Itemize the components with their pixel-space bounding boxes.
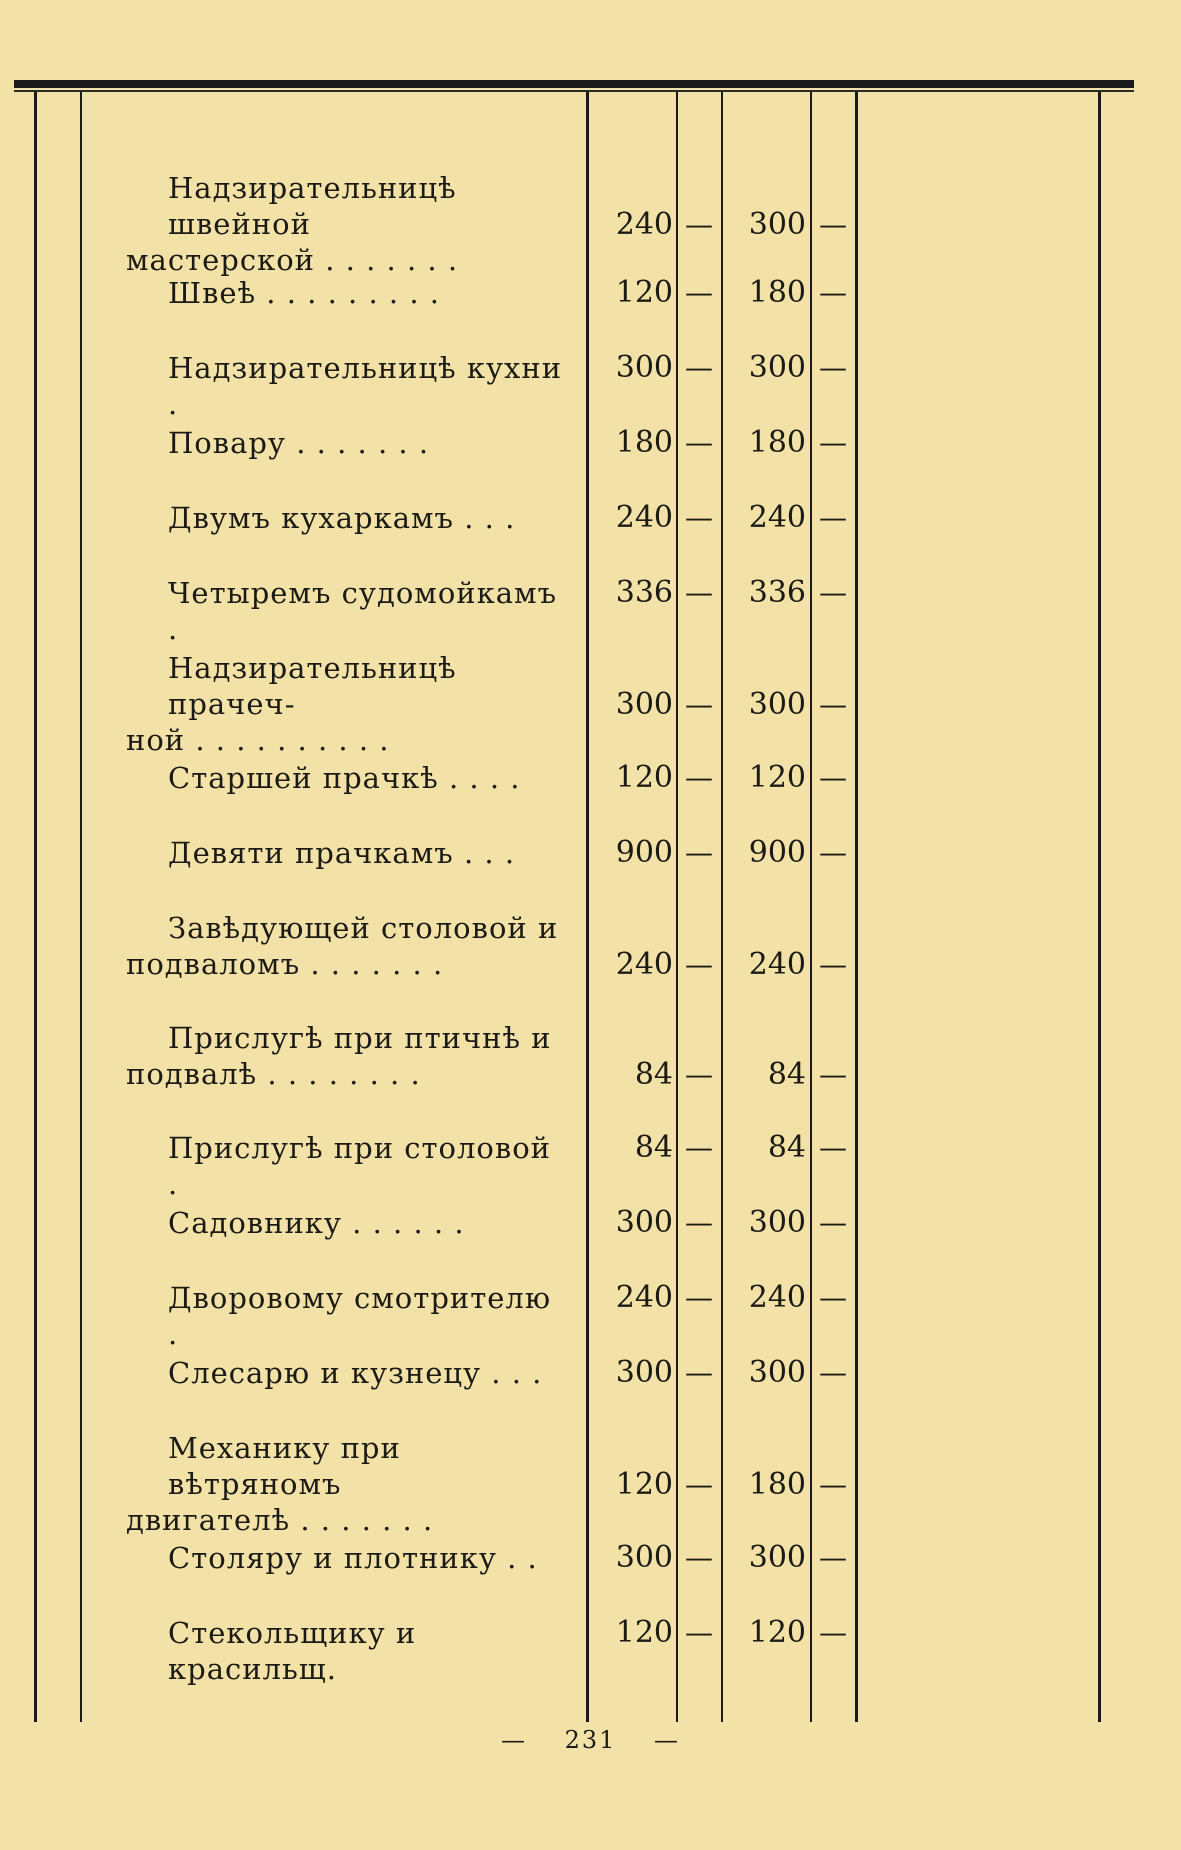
row-value-2: 300 (748, 1540, 806, 1575)
row-dash-1: — (685, 1281, 713, 1314)
row-label (126, 760, 566, 796)
row-value-2: 84 (767, 1057, 806, 1092)
row-value-2: 300 (748, 1205, 806, 1240)
row-dash-1: — (685, 576, 713, 609)
row-dash-2: — (819, 576, 847, 609)
row-label-line2: двигателѣ . . . . . . . (126, 1503, 434, 1537)
row-label-line1: Надзирательницѣ кухни . (168, 351, 563, 421)
row-value-2: 240 (748, 500, 806, 535)
row-label (126, 1020, 566, 1092)
row-label-line1: Слесарю и кузнецу . . . (168, 1356, 543, 1390)
top-rule (14, 80, 1134, 88)
row-dash-2: — (819, 426, 847, 459)
row-value-2: 240 (748, 1280, 806, 1315)
row-dash-1: — (685, 1468, 713, 1501)
row-label (126, 350, 566, 422)
row-dash-2: — (819, 1468, 847, 1501)
row-label (126, 1355, 566, 1391)
row-dash-1: — (685, 208, 713, 241)
row-label-line1: Надзирательницѣ прачеч- (168, 651, 457, 721)
row-dash-1: — (685, 351, 713, 384)
row-dash-2: — (819, 1131, 847, 1164)
row-label-line1: Девяти прачкамъ . . . (168, 836, 516, 870)
row-label (126, 1540, 566, 1576)
row-label (126, 500, 566, 536)
page-footer (0, 1726, 1181, 1754)
row-label-line1: Повару . . . . . . . (168, 426, 430, 460)
row-dash-1: — (685, 1131, 713, 1164)
row-dash-2: — (819, 836, 847, 869)
row-value-2: 300 (748, 207, 806, 242)
row-dash-2: — (819, 276, 847, 309)
row-value-1: 300 (615, 1355, 673, 1390)
row-label (126, 275, 566, 311)
footer-dash-right: — (654, 1726, 681, 1754)
row-label-line1: Швеѣ . . . . . . . . . (168, 276, 440, 310)
row-value-2: 240 (748, 947, 806, 982)
row-label-line1: Столяру и плотнику . . (168, 1541, 538, 1575)
row-dash-2: — (819, 1356, 847, 1389)
row-label-line1: Старшей прачкѣ . . . . (168, 761, 521, 795)
column-divider-5 (855, 92, 858, 1722)
row-value-1: 120 (615, 760, 673, 795)
row-label-line1: Четыремъ судомойкамъ . (168, 576, 558, 646)
row-label (126, 1615, 566, 1687)
row-value-2: 120 (748, 1615, 806, 1650)
row-value-1: 240 (615, 947, 673, 982)
row-dash-1: — (685, 426, 713, 459)
row-dash-1: — (685, 1541, 713, 1574)
row-label (126, 1130, 566, 1202)
row-label-line2: подваломъ . . . . . . . (126, 947, 444, 981)
row-label-line1: Садовнику . . . . . . (168, 1206, 465, 1240)
row-dash-1: — (685, 276, 713, 309)
row-value-2: 84 (767, 1130, 806, 1165)
row-label (126, 575, 566, 647)
row-value-2: 900 (748, 835, 806, 870)
row-value-2: 180 (748, 275, 806, 310)
row-label-line1: Двумъ кухаркамъ . . . (168, 501, 516, 535)
row-value-1: 240 (615, 207, 673, 242)
row-label (126, 835, 566, 871)
row-dash-1: — (685, 1206, 713, 1239)
row-dash-1: — (685, 501, 713, 534)
row-dash-1: — (685, 836, 713, 869)
row-label-line1: Прислугѣ при птичнѣ и (168, 1021, 552, 1055)
row-dash-1: — (685, 1356, 713, 1389)
row-dash-2: — (819, 1206, 847, 1239)
row-dash-2: — (819, 1058, 847, 1091)
row-value-2: 120 (748, 760, 806, 795)
row-value-1: 120 (615, 1615, 673, 1650)
row-value-1: 900 (615, 835, 673, 870)
row-label (126, 650, 566, 758)
row-value-2: 300 (748, 1355, 806, 1390)
top-rule-thin (14, 90, 1134, 92)
row-label (126, 910, 566, 982)
row-dash-2: — (819, 1541, 847, 1574)
row-dash-1: — (685, 688, 713, 721)
row-dash-1: — (685, 948, 713, 981)
footer-dash-left: — (500, 1726, 527, 1754)
page-number: 231 (564, 1726, 617, 1754)
row-label-line2: подвалѣ . . . . . . . . (126, 1057, 421, 1091)
row-label-line1: Стекольщику и красильщ. (168, 1616, 417, 1686)
row-value-1: 240 (615, 1280, 673, 1315)
row-value-1: 300 (615, 350, 673, 385)
row-value-1: 120 (615, 1467, 673, 1502)
right-border (1098, 92, 1101, 1722)
row-label-line1: Дворовому смотрителю . (168, 1281, 552, 1351)
row-value-1: 300 (615, 687, 673, 722)
row-value-2: 180 (748, 1467, 806, 1502)
row-dash-2: — (819, 1281, 847, 1314)
row-dash-2: — (819, 761, 847, 794)
left-border-outer (34, 92, 37, 1722)
row-label (126, 1430, 566, 1538)
row-dash-2: — (819, 948, 847, 981)
column-divider-1 (586, 92, 589, 1722)
row-label-line1: Прислугѣ при столовой . (168, 1131, 551, 1201)
row-label (126, 1280, 566, 1352)
row-value-1: 120 (615, 275, 673, 310)
row-label-line2: ной . . . . . . . . . . (126, 723, 390, 757)
row-value-1: 84 (634, 1057, 673, 1092)
row-label (126, 170, 566, 278)
row-dash-2: — (819, 501, 847, 534)
row-value-1: 336 (615, 575, 673, 610)
row-value-2: 180 (748, 425, 806, 460)
row-value-1: 84 (634, 1130, 673, 1165)
row-value-1: 300 (615, 1205, 673, 1240)
row-label (126, 425, 566, 461)
column-divider-3 (721, 92, 723, 1722)
row-value-1: 240 (615, 500, 673, 535)
row-dash-2: — (819, 688, 847, 721)
row-label-line1: Механику при вѣтряномъ (168, 1431, 401, 1501)
row-value-1: 300 (615, 1540, 673, 1575)
row-label-line2: мастерской . . . . . . . (126, 243, 459, 277)
row-value-1: 180 (615, 425, 673, 460)
row-dash-1: — (685, 1616, 713, 1649)
row-dash-2: — (819, 208, 847, 241)
row-label (126, 1205, 566, 1241)
row-dash-2: — (819, 351, 847, 384)
row-dash-1: — (685, 1058, 713, 1091)
row-dash-2: — (819, 1616, 847, 1649)
row-value-2: 300 (748, 687, 806, 722)
row-label-line1: Надзирательницѣ швейной (168, 171, 457, 241)
row-label-line1: Завѣдующей столовой и (168, 911, 559, 945)
row-value-2: 336 (748, 575, 806, 610)
left-border-inner (80, 92, 82, 1722)
row-dash-1: — (685, 761, 713, 794)
row-value-2: 300 (748, 350, 806, 385)
